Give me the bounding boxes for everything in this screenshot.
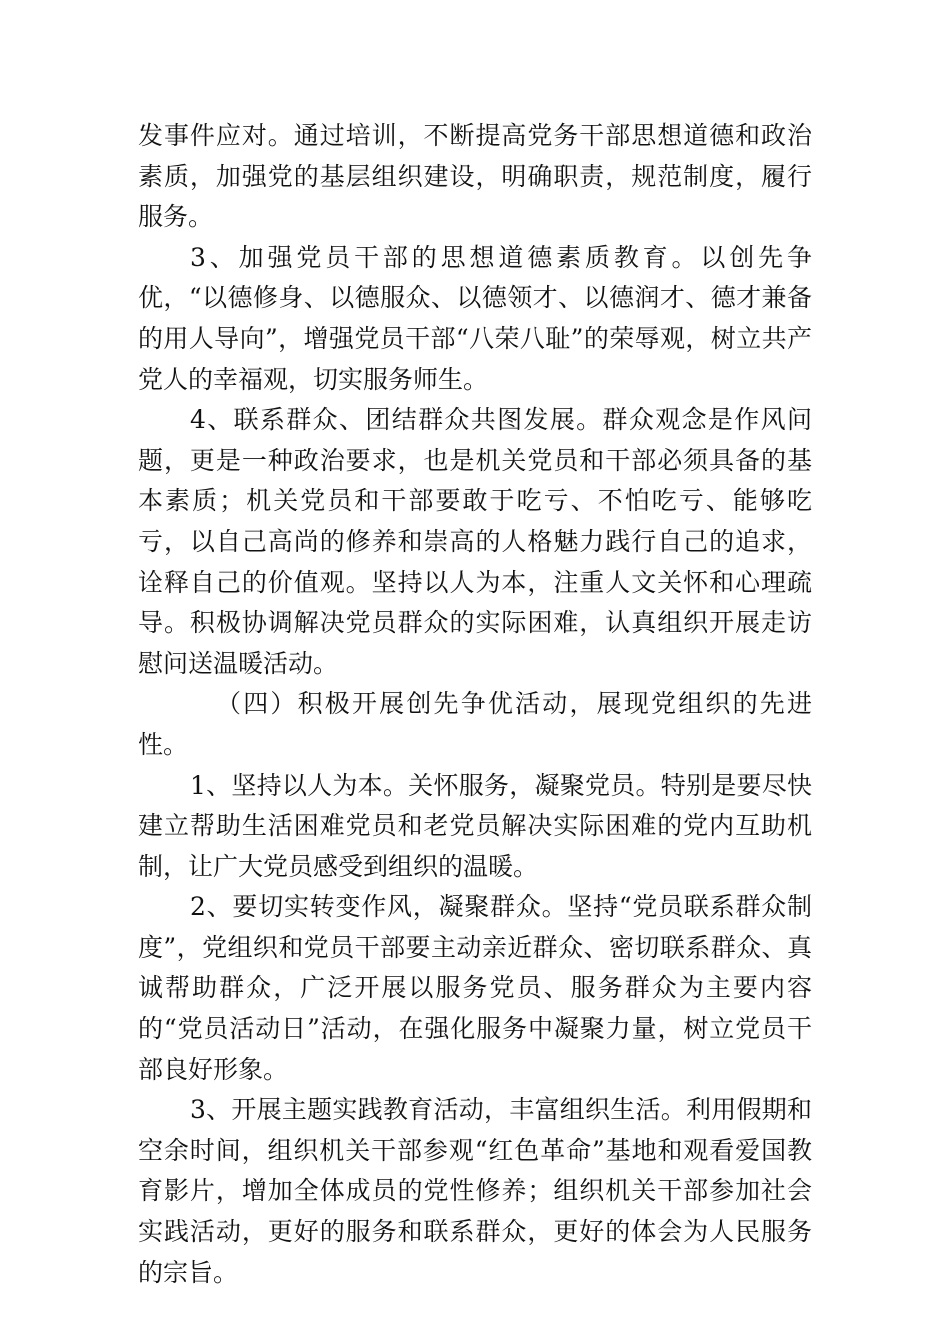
section-heading-four: （四）积极开展创先争优活动，展现党组织的先进性。 <box>138 689 812 759</box>
paragraph-item-2-change-style: 2、要切实转变作风，凝聚群众。坚持“党员联系群众制度”，党组织和党员干部要主动亲近群众、密切联系群众、真诚帮助群众，广泛开展以服务党员、服务群众为主要内容的“党员活动日”活动，在强化服务中凝聚力量，树立党员干部良好形象。 <box>138 892 812 1084</box>
paragraph-item-1-people-oriented: 1、坚持以人为本。关怀服务，凝聚党员。特别是要尽快建立帮助生活困难党员和老党员解决实际困难的党内互助机制，让广大党员感受到组织的温暖。 <box>138 770 812 881</box>
paragraph-item-3-theme-practice: 3、开展主题实践教育活动，丰富组织生活。利用假期和空余时间，组织机关干部参观“红色革命”基地和观看爱国教育影片，增加全体成员的党性修养；组织机关干部参加社会实践活动，更好的服务和联系群众，更好的体会为人民服务的宗旨。 <box>138 1095 812 1287</box>
paragraph-item-3-moral-education: 3、加强党员干部的思想道德素质教育。以创先争优，“以德修身、以德服众、以德领才、以德润才、德才兼备的用人导向”，增强党员干部“八荣八耻”的荣辱观，树立共产党人的幸福观，切实服务师生。 <box>138 242 812 394</box>
paragraph-item-4-contact-masses: 4、联系群众、团结群众共图发展。群众观念是作风问题，更是一种政治要求，也是机关党员和干部必须具备的基本素质；机关党员和干部要敢于吃亏、不怕吃亏、能够吃亏，以自己高尚的修养和崇高的人格魅力践行自己的追求，诠释自己的价值观。坚持以人为本，注重人文关怀和心理疏导。积极协调解决党员群众的实际困难，认真组织开展走访慰问送温暖活动。 <box>138 405 812 678</box>
document-page <box>138 116 812 1293</box>
paragraph-continuation: 发事件应对。通过培训，不断提高党务干部思想道德和政治素质，加强党的基层组织建设，明确职责，规范制度，履行服务。 <box>138 121 812 232</box>
